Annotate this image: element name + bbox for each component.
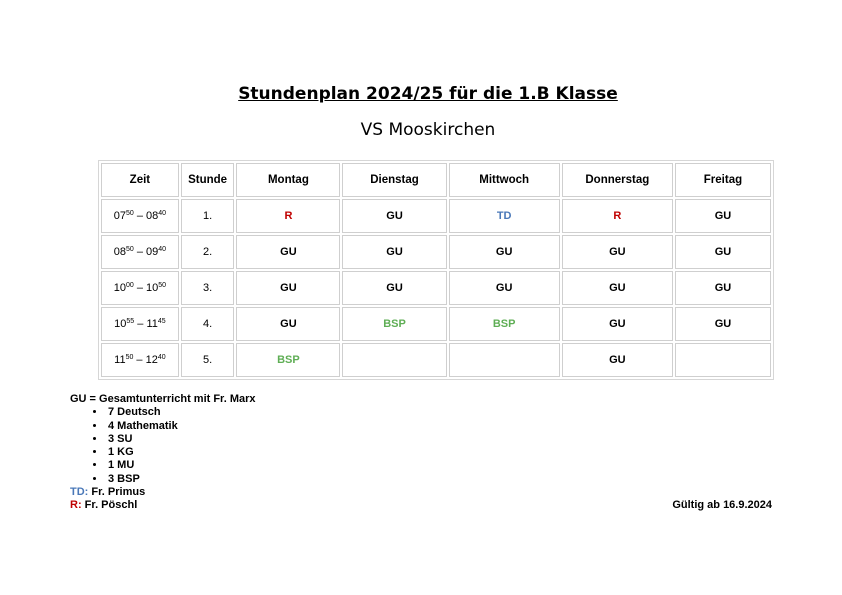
subject-cell-dienstag bbox=[342, 343, 446, 377]
subject-cell-donnerstag: GU bbox=[562, 271, 673, 305]
legend-td-line bbox=[70, 486, 256, 499]
subject-cell-freitag: GU bbox=[675, 235, 771, 269]
stunde-cell: 4. bbox=[181, 307, 235, 341]
time-end-hour: 10 bbox=[146, 282, 159, 294]
subject-cell-dienstag: GU bbox=[342, 199, 446, 233]
time-separator: – bbox=[133, 354, 146, 366]
header-zeit: Zeit bbox=[101, 163, 179, 197]
stunde-cell: 2. bbox=[181, 235, 235, 269]
subject-cell-mittwoch: GU bbox=[449, 235, 560, 269]
subject-cell-donnerstag: GU bbox=[562, 343, 673, 377]
subject-cell-freitag: GU bbox=[675, 199, 771, 233]
time-end-hour: 09 bbox=[146, 246, 159, 258]
subject-cell-donnerstag: GU bbox=[562, 307, 673, 341]
list-item: • 1 KG bbox=[106, 446, 256, 459]
subject-cell-freitag: GU bbox=[675, 271, 771, 305]
subject-cell-dienstag: GU bbox=[342, 271, 446, 305]
subject-cell-mittwoch: BSP bbox=[449, 307, 560, 341]
stunde-cell: 3. bbox=[181, 271, 235, 305]
subject-cell-montag: GU bbox=[236, 307, 340, 341]
time-start-minute: 50 bbox=[125, 246, 134, 253]
subject-cell-freitag bbox=[675, 343, 771, 377]
time-end-minute: 40 bbox=[158, 210, 167, 217]
time-cell bbox=[101, 235, 179, 269]
table-row bbox=[101, 343, 771, 377]
subject-cell-montag: BSP bbox=[236, 343, 340, 377]
time-start-hour: 07 bbox=[113, 210, 126, 222]
time-separator: – bbox=[134, 318, 147, 330]
table-row bbox=[101, 271, 771, 305]
valid-from-date: Gültig ab 16.9.2024 bbox=[672, 499, 772, 511]
legend-td-name: Fr. Primus bbox=[91, 486, 146, 499]
legend-r-line bbox=[70, 499, 256, 512]
time-separator: – bbox=[133, 210, 147, 222]
stunde-cell: 1. bbox=[181, 199, 235, 233]
time-end-hour: 08 bbox=[146, 210, 159, 222]
list-item: • 4 Mathematik bbox=[106, 420, 256, 433]
time-start-hour: 11 bbox=[114, 354, 126, 366]
subject-cell-montag: GU bbox=[236, 235, 340, 269]
stunde-cell: 5. bbox=[181, 343, 235, 377]
list-item: • 3 SU bbox=[106, 433, 256, 446]
subject-cell-freitag: GU bbox=[675, 307, 771, 341]
time-end-minute: 50 bbox=[158, 282, 167, 289]
legend bbox=[70, 393, 256, 513]
header-dienstag: Dienstag bbox=[342, 163, 446, 197]
subject-cell-montag: R bbox=[236, 199, 340, 233]
table-row bbox=[101, 199, 771, 233]
subject-cell-mittwoch bbox=[449, 343, 560, 377]
list-item: • 1 MU bbox=[106, 459, 256, 472]
time-cell bbox=[101, 307, 179, 341]
time-start-hour: 10 bbox=[113, 282, 126, 294]
legend-td-code: TD: bbox=[70, 486, 89, 499]
time-end-minute: 40 bbox=[157, 354, 166, 361]
subject-cell-donnerstag: GU bbox=[562, 235, 673, 269]
header-donnerstag: Donnerstag bbox=[562, 163, 673, 197]
header-freitag: Freitag bbox=[675, 163, 771, 197]
subject-cell-mittwoch: TD bbox=[449, 199, 560, 233]
school-name: VS Mooskirchen bbox=[360, 120, 496, 140]
legend-subject-list bbox=[70, 406, 256, 486]
time-cell bbox=[101, 271, 179, 305]
legend-r-name: Fr. Pöschl bbox=[84, 499, 138, 512]
time-start-hour: 08 bbox=[113, 246, 126, 258]
time-start-minute: 50 bbox=[125, 210, 134, 217]
list-item: • 7 Deutsch bbox=[106, 406, 256, 419]
time-end-hour: 11 bbox=[146, 318, 158, 330]
time-separator: – bbox=[133, 246, 147, 258]
header-stunde: Stunde bbox=[181, 163, 235, 197]
subject-cell-mittwoch: GU bbox=[449, 271, 560, 305]
time-start-minute: 00 bbox=[125, 282, 134, 289]
list-item: • 3 BSP bbox=[106, 473, 256, 486]
subject-cell-dienstag: BSP bbox=[342, 307, 446, 341]
header-mittwoch: Mittwoch bbox=[449, 163, 560, 197]
time-cell bbox=[101, 199, 179, 233]
time-start-minute: 55 bbox=[126, 318, 135, 325]
time-start-hour: 10 bbox=[114, 318, 127, 330]
timetable bbox=[98, 160, 774, 380]
subject-cell-montag: GU bbox=[236, 271, 340, 305]
time-separator: – bbox=[133, 282, 147, 294]
header-row bbox=[101, 163, 771, 197]
legend-gu-line: GU = Gesamtunterricht mit Fr. Marx bbox=[70, 393, 256, 405]
legend-r-code: R: bbox=[70, 499, 82, 512]
time-end-hour: 12 bbox=[145, 354, 158, 366]
time-end-minute: 40 bbox=[158, 246, 167, 253]
table-row bbox=[101, 235, 771, 269]
subject-cell-donnerstag: R bbox=[562, 199, 673, 233]
time-cell bbox=[101, 343, 179, 377]
subject-cell-dienstag: GU bbox=[342, 235, 446, 269]
time-start-minute: 50 bbox=[125, 354, 134, 361]
page-title: Stundenplan 2024/25 für die 1.B Klasse bbox=[238, 84, 618, 104]
time-end-minute: 45 bbox=[157, 318, 166, 325]
header-montag: Montag bbox=[236, 163, 340, 197]
table-row bbox=[101, 307, 771, 341]
